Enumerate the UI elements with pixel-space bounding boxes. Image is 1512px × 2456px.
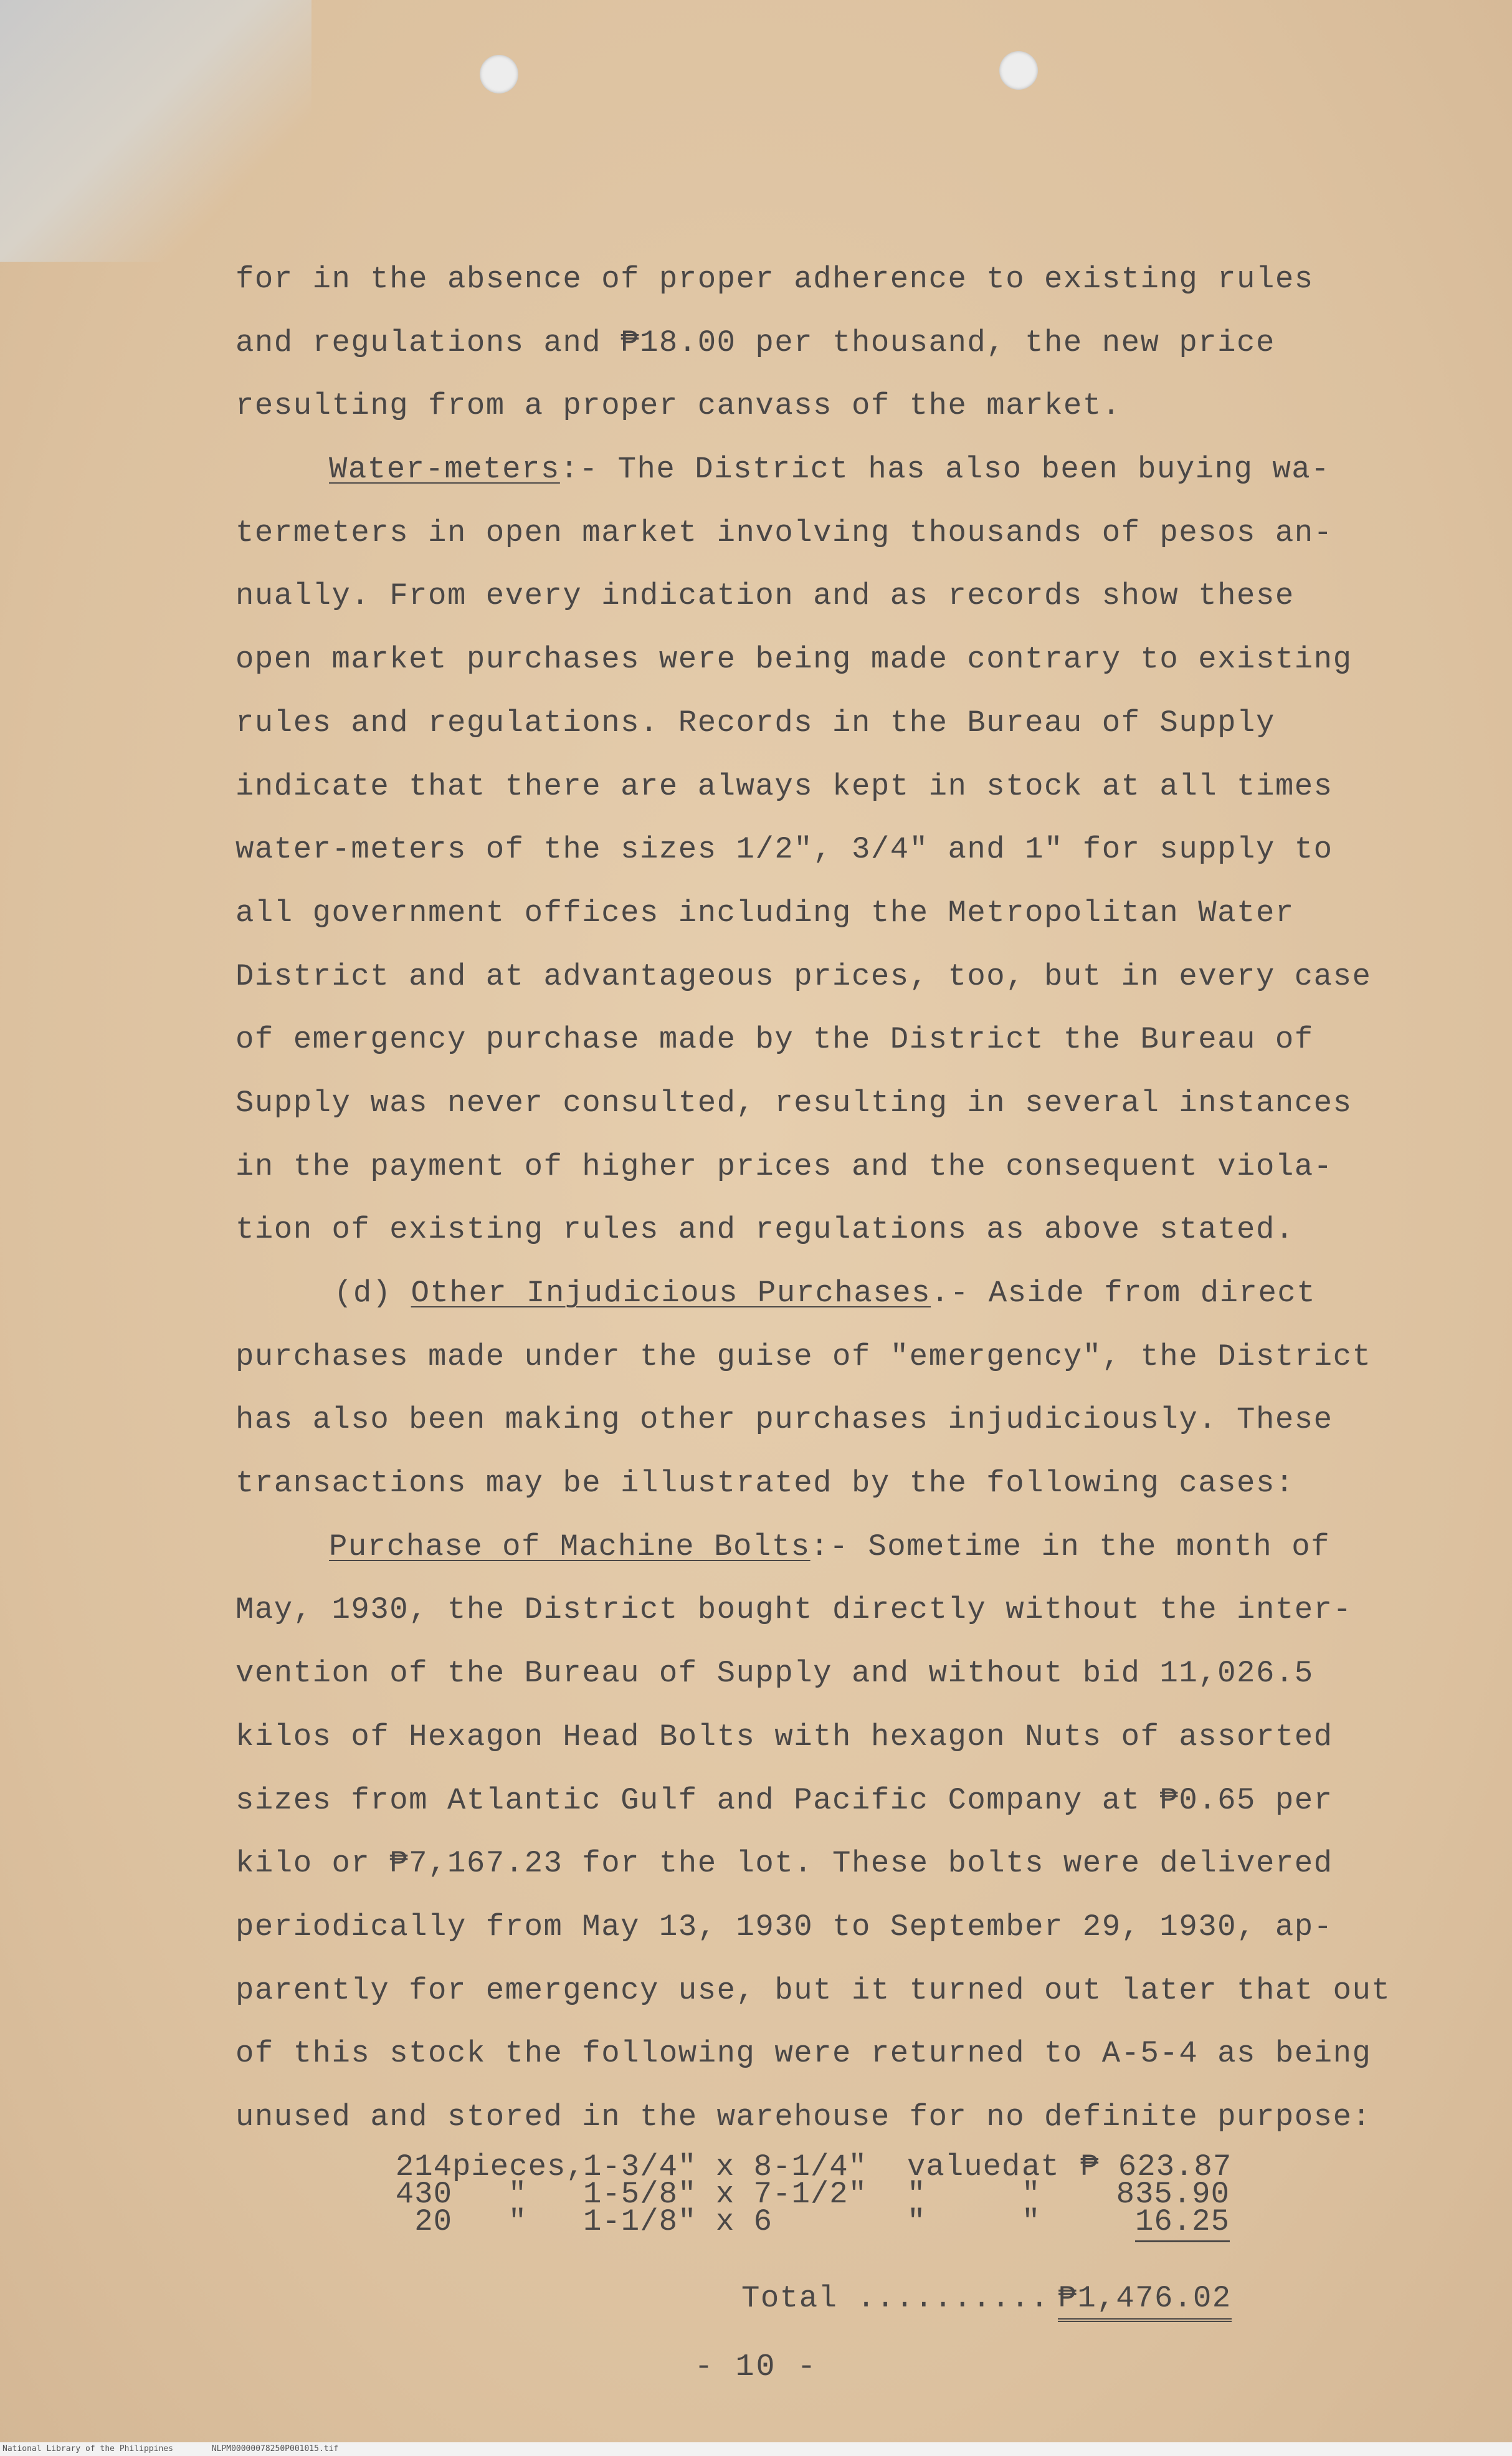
- text-line: has also been making other purchases injudiciously. These: [235, 1402, 1333, 1438]
- footer-library: National Library of the Philippines: [2, 2444, 173, 2454]
- text-line: and regulations and ₱18.00 per thousand, the new price: [235, 325, 1275, 360]
- text-line: termeters in open market involving thousands of pesos an-: [235, 515, 1333, 550]
- text-line: resulting from a proper canvass of the market.: [235, 388, 1121, 424]
- text-line: Water-meters:- The District has also been buying wa-: [329, 452, 1331, 487]
- section-label: (d): [334, 1276, 411, 1311]
- unit-cell: pieces,: [452, 2149, 585, 2184]
- text-line: District and at advantageous prices, too, but in every case: [235, 958, 1372, 994]
- qty-cell: 430: [395, 2177, 452, 2212]
- text-line: of this stock the following were returned to A-5-4 as being: [235, 2036, 1372, 2071]
- at-cell: ": [1022, 2177, 1041, 2212]
- punch-hole-right: [999, 51, 1038, 90]
- total-line: [741, 2281, 1232, 2316]
- text-line: periodically from May 13, 1930 to September 29, 1930, ap-: [235, 1909, 1333, 1944]
- table-row: [365, 2204, 1230, 2239]
- text-line: kilos of Hexagon Head Bolts with hexagon Nuts of assorted: [235, 1719, 1333, 1754]
- amount-cell: 835.90: [1116, 2177, 1230, 2212]
- heading-purchase-of-machine-bolts: Purchase of Machine Bolts: [329, 1529, 811, 1564]
- table-row: [365, 2177, 1230, 2212]
- text-line: transactions may be illustrated by the following cases:: [235, 1466, 1295, 1501]
- qty-cell: 20: [414, 2204, 452, 2239]
- scan-footer: [0, 2442, 1512, 2456]
- text-line: vention of the Bureau of Supply and without bid 11,026.5: [235, 1656, 1314, 1691]
- text-line: parently for emergency use, but it turned out later that out: [235, 1972, 1391, 2008]
- valued-cell: ": [907, 2177, 926, 2212]
- punch-hole-left: [480, 55, 518, 93]
- size-cell: 1-1/8" x 6: [583, 2204, 773, 2239]
- text-line: May, 1930, the District bought directly without the inter-: [235, 1592, 1353, 1628]
- unit-cell: ": [508, 2177, 528, 2212]
- footer-file: NLPM00000078250P001015.tif: [211, 2444, 339, 2454]
- torn-corner: [0, 0, 311, 262]
- text-line: kilo or ₱7,167.23 for the lot. These bolts were delivered: [235, 1846, 1333, 1881]
- total-amount: ₱1,476.02: [1058, 2281, 1231, 2322]
- text-line: unused and stored in the warehouse for no definite purpose:: [235, 2099, 1372, 2134]
- valued-cell: valued: [907, 2149, 1021, 2184]
- size-cell: 1-3/4" x 8-1/4": [583, 2149, 868, 2184]
- text-line: nually. From every indication and as records show these: [235, 578, 1295, 614]
- at-cell: at: [1022, 2149, 1060, 2184]
- body-text: [235, 248, 1391, 2149]
- text-line: of emergency purchase made by the District the Bureau of: [235, 1022, 1314, 1058]
- at-cell: ": [1022, 2204, 1041, 2239]
- heading-other-injudicious-purchases: Other Injudicious Purchases: [411, 1276, 931, 1311]
- unit-cell: ": [508, 2204, 528, 2239]
- qty-cell: 214: [395, 2149, 452, 2184]
- amount-cell: 16.25: [1080, 2208, 1230, 2235]
- text-line: purchases made under the guise of "emergency", the District: [235, 1339, 1372, 1374]
- text-line: indicate that there are always kept in stock at all times: [235, 768, 1333, 804]
- text-line: all government offices including the Metropolitan Water: [235, 895, 1295, 930]
- text-line: (d) Other Injudicious Purchases.- Aside from direct: [334, 1276, 1316, 1311]
- page-number: - 10 -: [694, 2349, 818, 2385]
- text-line: sizes from Atlantic Gulf and Pacific Company at ₱0.65 per: [235, 1782, 1333, 1818]
- text-line: in the payment of higher prices and the consequent viola-: [235, 1149, 1333, 1184]
- text-line: Supply was never consulted, resulting in several instances: [235, 1085, 1353, 1120]
- heading-water-meters: Water-meters: [329, 452, 560, 487]
- amount-cell: ₱ 623.87: [1080, 2149, 1232, 2184]
- text-line: rules and regulations. Records in the Bureau of Supply: [235, 705, 1275, 740]
- text-line: Purchase of Machine Bolts:- Sometime in the month of: [329, 1529, 1331, 1564]
- text-line: open market purchases were being made contrary to existing: [235, 642, 1353, 677]
- text-line: for in the absence of proper adherence to existing rules: [235, 262, 1314, 297]
- valued-cell: ": [907, 2204, 926, 2239]
- text-line: tion of existing rules and regulations as above stated.: [235, 1212, 1295, 1248]
- total-label: Total ..........: [741, 2281, 1050, 2316]
- bolts-table: [365, 2149, 1232, 2239]
- text-line: water-meters of the sizes 1/2", 3/4" and 1" for supply to: [235, 832, 1333, 867]
- size-cell: 1-5/8" x 7-1/2": [583, 2177, 868, 2212]
